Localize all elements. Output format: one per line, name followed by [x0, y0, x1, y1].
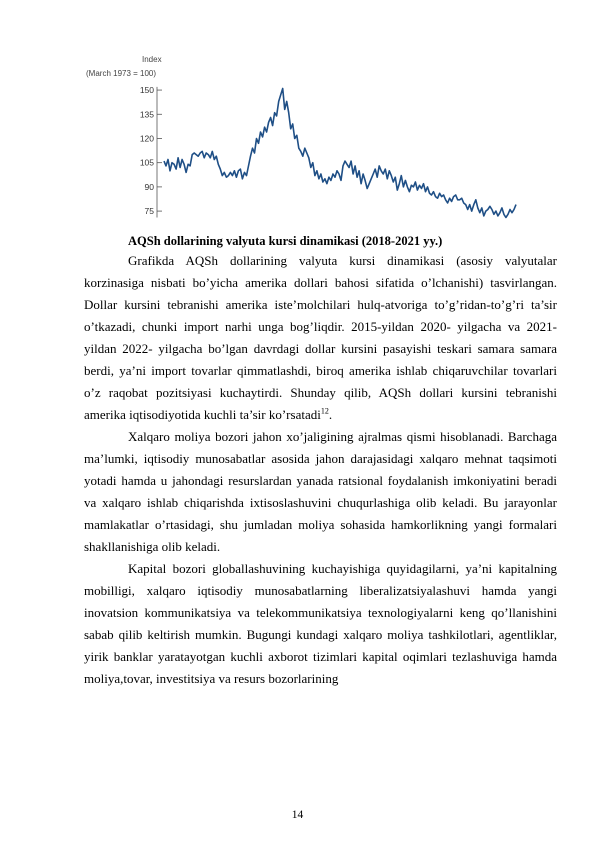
paragraph-1: [84, 250, 557, 426]
chart-y-tick-label: 105: [139, 157, 154, 168]
figure-caption: AQSh dollarining valyuta kursi dinamikasi (2018-2021 yy.): [128, 234, 443, 248]
body-text: [84, 250, 557, 690]
chart-y-tick-label: 75: [144, 206, 154, 217]
paragraph-2: Xalqaro moliya bozori jahon xo’jaligining ajralmas qismi hisoblanadi. Barchaga ma’lumki, iqtisodiy munosabatlar asosida jahon darajasidagi xalqaro mehnat taqsimoti yotadi hamda u jahondagi resurslardan yanada ratsional foydalanish imkoniyatini beradi va xalqaro ishlab chiqarishda ixtisoslashuvini chuqurlashiga olib keladi. Bu jarayonlar mamlakatlar o’rtasidagi, shu jumladan moliya sohasida hamkorlikning yangi formalari shakllanishiga olib keladi.: [84, 429, 557, 554]
dollar-index-line-chart: [84, 52, 520, 228]
chart-y-axis-label: Index: [142, 55, 162, 64]
chart-y-axis-sublabel: (March 1973 = 100): [86, 69, 157, 78]
chart-series-line-0: [164, 89, 516, 218]
paragraph-1-end: .: [328, 407, 333, 422]
chart-y-tick-label: 90: [144, 181, 154, 192]
page-number: 14: [291, 809, 304, 821]
paragraph-3: Kapital bozori globallashuvining kuchayishiga quyidagilarni, ya’ni kapitalning mobilligi, xalqaro iqtisodiy munosabatlarning liberalizatsiyalashuvi hamda yangi inovatsion kommunikatsiya va telekommunikatsiya texnologiyalarni keng qo’llanishini sabab qilib keltirish mumkin. Bugungi kundagi xalqaro moliya tashkilotlari, agentliklar, yirik banklar yaratayotgan kuchli axborot tizimlari kapital oqimlari tezlashuviga hamda moliya,tovar, investitsiya va resurs bozorlarining: [84, 561, 557, 686]
footnote-ref: 12: [320, 406, 329, 416]
paragraph-1-text: Grafikda AQSh dollarining valyuta kursi dinamikasi (asosiy valyutalar korzinasiga nisbati bo’yicha amerika dollari bahosi sifatida o’lchanishi) tasvirlangan. Dollar kursini tebranishi amerika iste’molchilari hulq-atvoriga to’g’ridan-to’g’ri ta’sir o’tkazadi, chunki import narhi unga bog’liqdir. 2015-yildan 2020- yilgacha va 2021- yildan 2022- yilgacha bo’lgan davrdagi dollar kursini pasayishi teskari samara samara berdi, ya’ni import tovarlar qimmatlashdi, biroq amerika ishlab chiqaruvchilar tovarlari o’z raqobat pozitsiyasi kuchaytirdi. Shunday qilib, AQSh dollari kursini tebranishi amerika iqtisodiyotida kuchli ta’sir ko’rsatadi: [84, 253, 557, 422]
chart-y-tick-label: 135: [139, 109, 154, 120]
chart-y-tick-label: 150: [139, 85, 154, 96]
chart-y-tick-label: 120: [139, 133, 154, 144]
